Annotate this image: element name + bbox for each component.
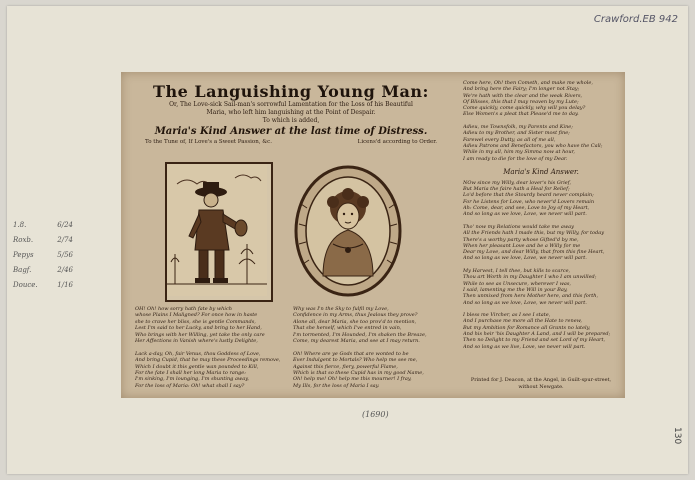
verse-line: For the loss of Maria: Oh! what shall I say? <box>135 382 245 389</box>
verse-line: I'm tormented, I'm Hounded, I'm shaken the Breaze, <box>293 331 427 338</box>
verse-line: Which is that so these Cupid has in my good Name, <box>293 370 424 377</box>
shelfmark-annotation: Crawford.EB 942 <box>593 14 678 25</box>
ballad-title: The Languishing Young Man: <box>153 82 429 101</box>
verse-line: There's a worthy party whose Gifted'd by me, <box>463 236 579 243</box>
woodcut-woman-portrait <box>293 164 403 298</box>
verse-line: Ever Indulgent to Mortals? Who help me see me, <box>293 357 418 364</box>
catalog-note: Douce. 1/16 <box>13 281 73 289</box>
answer-verses <box>463 180 619 350</box>
verse-line: Of Blisses, this that I may reaven by my Lute; <box>463 98 579 105</box>
verse-line: Oh! help me! Oh! help me this mourner! I fray, <box>293 376 412 383</box>
verse-line: While to see as Unsecure, wherever I was, <box>463 280 571 287</box>
verse-line: Which I doubt it this gentle wan pounded to Kill, <box>135 363 259 370</box>
verse-line: While in my all, him my Simma now at hour, <box>463 149 575 156</box>
woodcut-woman-drawing <box>293 164 403 298</box>
verse-line: Lack a-day, Oh, fair Venus, thou Goddess of Love, <box>135 350 261 357</box>
verse-line: Come quickly, come quickly, why will you delay? <box>463 105 586 112</box>
catalog-note: Bagf. 2/46 <box>13 266 73 274</box>
ballad-subtitle-line: Maria, who left him languishing at the Point of Despair. <box>206 109 376 116</box>
catalog-note: 1.8. 6/24 <box>13 221 73 229</box>
verse-line: My Ills, for the loss of Maria I say. <box>293 382 380 389</box>
verse-line: And so long as we live, Love, we never will part. <box>463 343 586 350</box>
verse-line: And so long as we love, Love, we never will part. <box>463 299 587 306</box>
verse-line: For the fate I shall her long Maria to range: <box>135 370 246 377</box>
verse-line: My Harvest, I tell thee, but kills to scarce, <box>463 268 571 275</box>
verse-line: Come here, Oh! then Cometh, and make me whole, <box>463 80 593 86</box>
verse-line: But Maria the faire hath a Heal for Relief; <box>463 186 570 193</box>
ballad-column-2 <box>293 306 443 389</box>
verse-line: But my Ambition for Romance all Grants no lately, <box>463 324 591 331</box>
verse-line: Then no Delight to my Friend and set Lord of my Heart, <box>463 337 606 344</box>
verse-line: Come, my dearest Maria, and see at I may return. <box>293 338 420 345</box>
imprint-line: without Newgate. <box>518 383 564 390</box>
verse-line: Dear my Love, and dear Willy, that from this fine Heart, <box>463 249 605 256</box>
verse-line: she to crave her bliss, she is gentle Commands, <box>135 318 256 325</box>
verse-line: I am ready to die for the love of my Dear. <box>463 155 568 162</box>
verse-line: And bring Cupid, that he may these Proceedings remove, <box>135 357 281 364</box>
verse-line: And so long as we love, Love, we never will part. <box>463 211 587 218</box>
verse-line: I'm sinking, I'm lounging, I'm shunting away, <box>135 376 249 383</box>
verse-line: Adieu, me Townsfolk, my Parents and Kine; <box>463 124 573 131</box>
verse-line: And bring here the Fairy; I'm longer not Stay; <box>463 86 580 93</box>
verse-line: NOw since my Willy, dear lover's his Grief, <box>463 179 572 186</box>
ballad-column-1 <box>135 306 285 389</box>
verse-line: And I purchase me more all the Hate to renew, <box>463 318 582 325</box>
verse-line: I said, lamenting me the Will in your Bay, <box>463 286 568 293</box>
ballad-second-title: Maria's Kind Answer at the last time of Distress. <box>154 126 428 137</box>
verse-line: Lest I'm said to her Lucky, and bring to her Hand, <box>135 325 262 332</box>
verse-line: And his heir 'his Daughter A Land, and I will be prepared; <box>463 330 611 337</box>
imprint-line: Printed for J. Deacon, at the Angel, in Guilt-spur-street, <box>470 377 612 383</box>
broadside-left-section <box>127 76 455 392</box>
verse-line: Why was I'n the Sky to fulfil my Love, <box>293 306 389 312</box>
verse-line: Thou art Worth in my Daughter I who I am unwilled; <box>463 274 597 281</box>
woodcut-man-illustration <box>165 162 273 302</box>
woodcut-man-drawing <box>167 164 267 296</box>
verse-line: Farewel every Dutty, as all of me all, <box>463 136 556 143</box>
date-annotation: (1690) <box>362 410 389 419</box>
catalog-note: Roxb. 2/74 <box>13 236 73 244</box>
license-note: Licens'd according to Order. <box>357 139 437 145</box>
tune-name: To the Tune of, If Love's a Sweet Passion, &c. <box>145 139 273 145</box>
ballad-subtitle-line: Or, The Love-sick Sail-man's sorrowful Lamentation for the Loss of his Beautiful <box>169 101 413 108</box>
ballad-subtitle-line: To which is added, <box>262 117 320 124</box>
verse-line: Then unmixed from hers Mother here, and this forth, <box>463 293 599 300</box>
verse-line: Adieu to my Brother, and Sister most fine; <box>463 130 570 137</box>
verse-line: Tho' now my Relations would take me away <box>463 223 574 230</box>
verse-line: Confidence in my Arms, thus Jealous they prove? <box>293 312 418 319</box>
catalog-notes <box>13 218 73 293</box>
verse-line: That she herself, which I've entred in vain, <box>293 325 402 332</box>
verse-line: And so long as we love, Love, we never will part. <box>463 255 587 262</box>
page-number: 130 <box>672 426 682 444</box>
verse-line: Else Women's a pleat that Please'd me to day. <box>463 111 579 118</box>
verse-line: Ah: Come, dear, and see, Love to Joy of my Heart, <box>463 205 590 212</box>
verse-line: Her Affections in Vanish where's lustly Delighte, <box>135 338 258 345</box>
verse-line: Against this fierce, fiery, powerful Flame, <box>293 363 398 370</box>
verse-line: For he Listens for Love, who never'd Lovers remain <box>463 198 595 205</box>
verse-line: Adieu Patrons and Benefactors, you who have the Call; <box>463 142 603 149</box>
verse-line: whose Plains I Maligned? For once how in haste <box>135 312 258 319</box>
verse-line: We're hath with the clear and the weak Rivers, <box>463 92 583 99</box>
broadside-sheet <box>121 72 625 398</box>
answer-title: Maria's Kind Answer. <box>503 167 579 176</box>
verse-line: When her pleasant Love and be a Willy for me <box>463 242 581 249</box>
verse-line: Who brings with her Willing, yet take the only care <box>135 331 265 338</box>
verse-line: Oh! Where are ye Gods that are wonted to be <box>293 350 409 357</box>
printer-imprint <box>463 377 619 390</box>
catalog-note: Pepys 5/56 <box>13 251 73 259</box>
broadside-right-section <box>463 80 619 392</box>
ballad-column-3 <box>463 80 619 162</box>
verse-line: I bless me Vircher, as I see I state, <box>463 312 551 319</box>
verse-line: All the Friends hath I made this, but my Willy, for today <box>463 230 605 237</box>
verse-line: OH! Oh! how sorry hath fate by which <box>135 306 232 312</box>
verse-line: Alone all, dear Maria, she too prov'd to mention, <box>293 318 417 325</box>
verse-line: Lo'd before that the Stourdy heard never complain; <box>463 192 594 199</box>
tune-line <box>127 139 455 145</box>
